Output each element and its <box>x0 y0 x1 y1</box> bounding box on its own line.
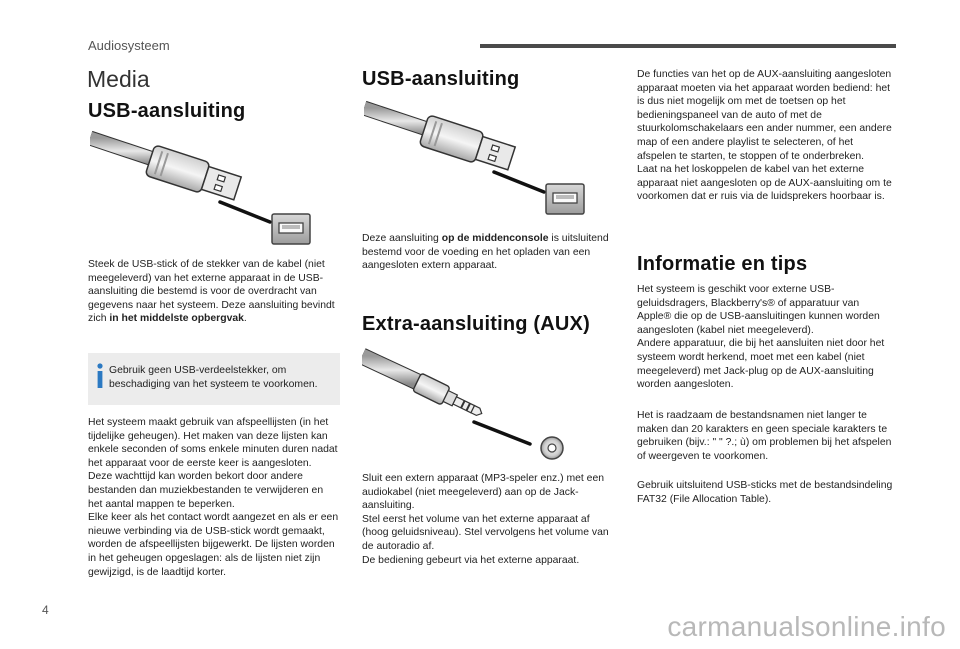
usb-section-title: USB-aansluiting <box>88 100 246 122</box>
usb-plug-illustration <box>90 130 322 250</box>
aux-jack-illustration <box>362 344 572 460</box>
usb-console-text: Deze aansluiting <box>362 233 442 244</box>
tips-paragraph-2: Het is raadzaam de bestandsnamen niet langer te maken dan 20 karakters en geen speciale karakters te gebruiken (bijv.: " " ?.; ù) om problemen bij het afspelen of weergeven te voorkomen. <box>637 410 892 462</box>
usb-console-end: is uitsluitend bestemd voor de voeding en het opladen van een aangesloten extern apparaat. <box>362 233 609 272</box>
page-title: Media <box>87 66 150 92</box>
usb-connection-paragraph <box>88 258 340 326</box>
page-number: 4 <box>42 603 49 617</box>
info-note-text: Gebruik geen USB-verdeelstekker, om beschadiging van het systeem te voorkomen. <box>109 365 318 390</box>
header-section-label: Audiosysteem <box>88 38 170 53</box>
aux-section-title: Extra-aansluiting (AUX) <box>362 313 590 335</box>
usb-section-title-2: USB-aansluiting <box>362 68 520 90</box>
usb-para-end: . <box>243 313 247 325</box>
header-divider <box>480 44 896 48</box>
watermark: carmanualsonline.info <box>667 611 946 642</box>
playlist-paragraph: Het systeem maakt gebruik van afspeellijsten (in het tijdelijke geheugen). Het maken van deze lijsten kan enkele seconden of soms enkele minuten duren nadat het apparaat voor de eerste keer is aangesloten. Deze wachttijd kan worden bekort door andere bestanden dan muziekbestanden te verwijderen en het aantal mappen te beperken. Elke keer als het contact wordt aangezet en als er een nieuwe verbinding via de USB-stick wordt gemaakt, worden de afspeellijsten bijgewerkt. De lijsten worden in het geheugen opgeslagen: als de lijsten niet zijn gewijzigd, is de laadtijd korter. <box>88 417 339 578</box>
info-icon <box>95 363 105 389</box>
tips-paragraph-1: Het systeem is geschikt voor externe USB-geluidsdragers, Blackberry's® of apparatuur van Apple® die op de USB-aansluitingen kunnen worden aangesloten (kabel niet meegeleverd). Andere apparatuur, die bij het aansluiten niet door het systeem wordt herkend, moet met een kabel (niet meegeleverd) met Jack-plug op de AUX-aansluiting worden aangesloten. <box>637 284 885 391</box>
info-note-box <box>88 353 340 405</box>
usb-plug-illustration-2 <box>364 100 596 220</box>
usb-para-text: Steek de USB-stick of de stekker van de kabel (niet meegeleverd) van het externe apparaat in de USB-aansluiting die bestemd is voor de overdracht van gegevens naar het systeem. Deze aansluiting bevindt zich <box>88 259 335 325</box>
usb-para-emphasis: in het middelste opbergvak <box>109 313 244 325</box>
aux-functions-paragraph: De functies van het op de AUX-aansluiting aangesloten apparaat moeten via het apparaat worden bediend: het is dus niet mogelijk om met de toetsen op het bedieningspaneel van de auto of met de stuurkolomschakelaars een ander nummer, een andere map of een andere playlist te selecteren, of het afspelen te starten, te stoppen of te onderbreken. Laat na het loskoppelen de kabel van het externe apparaat niet aangesloten op de AUX-aansluiting om te voorkomen dat er ruis via de luidsprekers hoorbaar is. <box>637 69 892 203</box>
usb-console-paragraph <box>362 232 614 273</box>
tips-section-title: Informatie en tips <box>637 253 808 275</box>
usb-console-emphasis: op de middenconsole <box>441 233 549 244</box>
tips-paragraph-3: Gebruik uitsluitend USB-sticks met de bestandsindeling FAT32 (File Allocation Table). <box>637 480 893 505</box>
aux-paragraph: Sluit een extern apparaat (MP3-speler enz.) met een audiokabel (niet meegeleverd) aan op de Jack-aansluiting. Stel eerst het volume van het externe apparaat af (hoog geluidsniveau). Stel vervolgens het volume van de autoradio af. De bediening gebeurt via het externe apparaat. <box>362 473 609 566</box>
